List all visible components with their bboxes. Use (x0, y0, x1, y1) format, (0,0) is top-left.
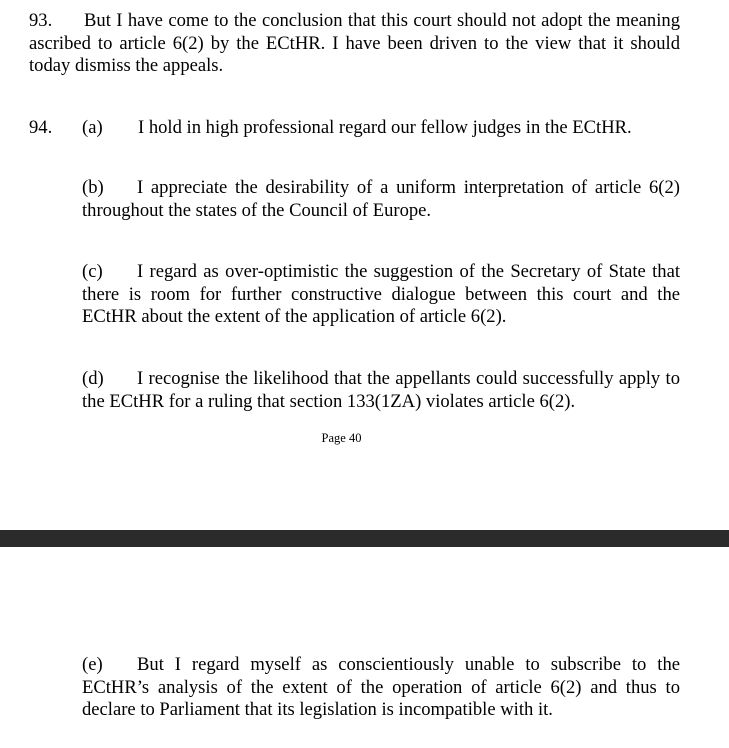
paragraph-94-a (29, 117, 680, 140)
sub-item-label: (d) (82, 368, 104, 389)
sub-item-text: I hold in high professional regard our fellow judges in the ECtHR. (138, 117, 632, 138)
paragraph-number: 94. (29, 117, 53, 138)
page-number: Page 40 (321, 431, 362, 445)
document-page-41 (0, 547, 729, 748)
paragraph-94-b (82, 177, 680, 222)
sub-item-label: (e) (82, 654, 103, 675)
paragraph-94-c (82, 261, 680, 329)
sub-item-text: I recognise the likelihood that the appellants could successfully apply to the ECtHR for a ruling that section 133(1ZA) violates article 6(2). (82, 368, 680, 412)
sub-item-label: (b) (82, 177, 104, 198)
sub-item-text: I appreciate the desirability of a uniform interpretation of article 6(2) throughout the states of the Council of Europe. (82, 177, 680, 221)
sub-item-text: But I regard myself as conscientiously unable to subscribe to the ECtHR’s analysis of the extent of the operation of article 6(2) and thus to declare to Parliament that its legislation is incompatible with it. (82, 654, 680, 720)
paragraph-number: 93. (29, 10, 53, 31)
paragraph-text: But I have come to the conclusion that this court should not adopt the meaning ascribed to article 6(2) by the ECtHR. I have been driven to the view that it should today dismiss the appeals. (29, 10, 680, 76)
sub-item-label: (c) (82, 261, 103, 282)
paragraph-94-d (82, 368, 680, 413)
paragraph-93 (29, 10, 680, 78)
paragraph-94-e (82, 654, 680, 722)
sub-item-label: (a) (82, 117, 103, 138)
page-separator (0, 530, 729, 547)
sub-item-text: I regard as over-optimistic the suggestion of the Secretary of State that there is room for further constructive dialogue between this court and the ECtHR about the extent of the application of article 6(2). (82, 261, 680, 327)
